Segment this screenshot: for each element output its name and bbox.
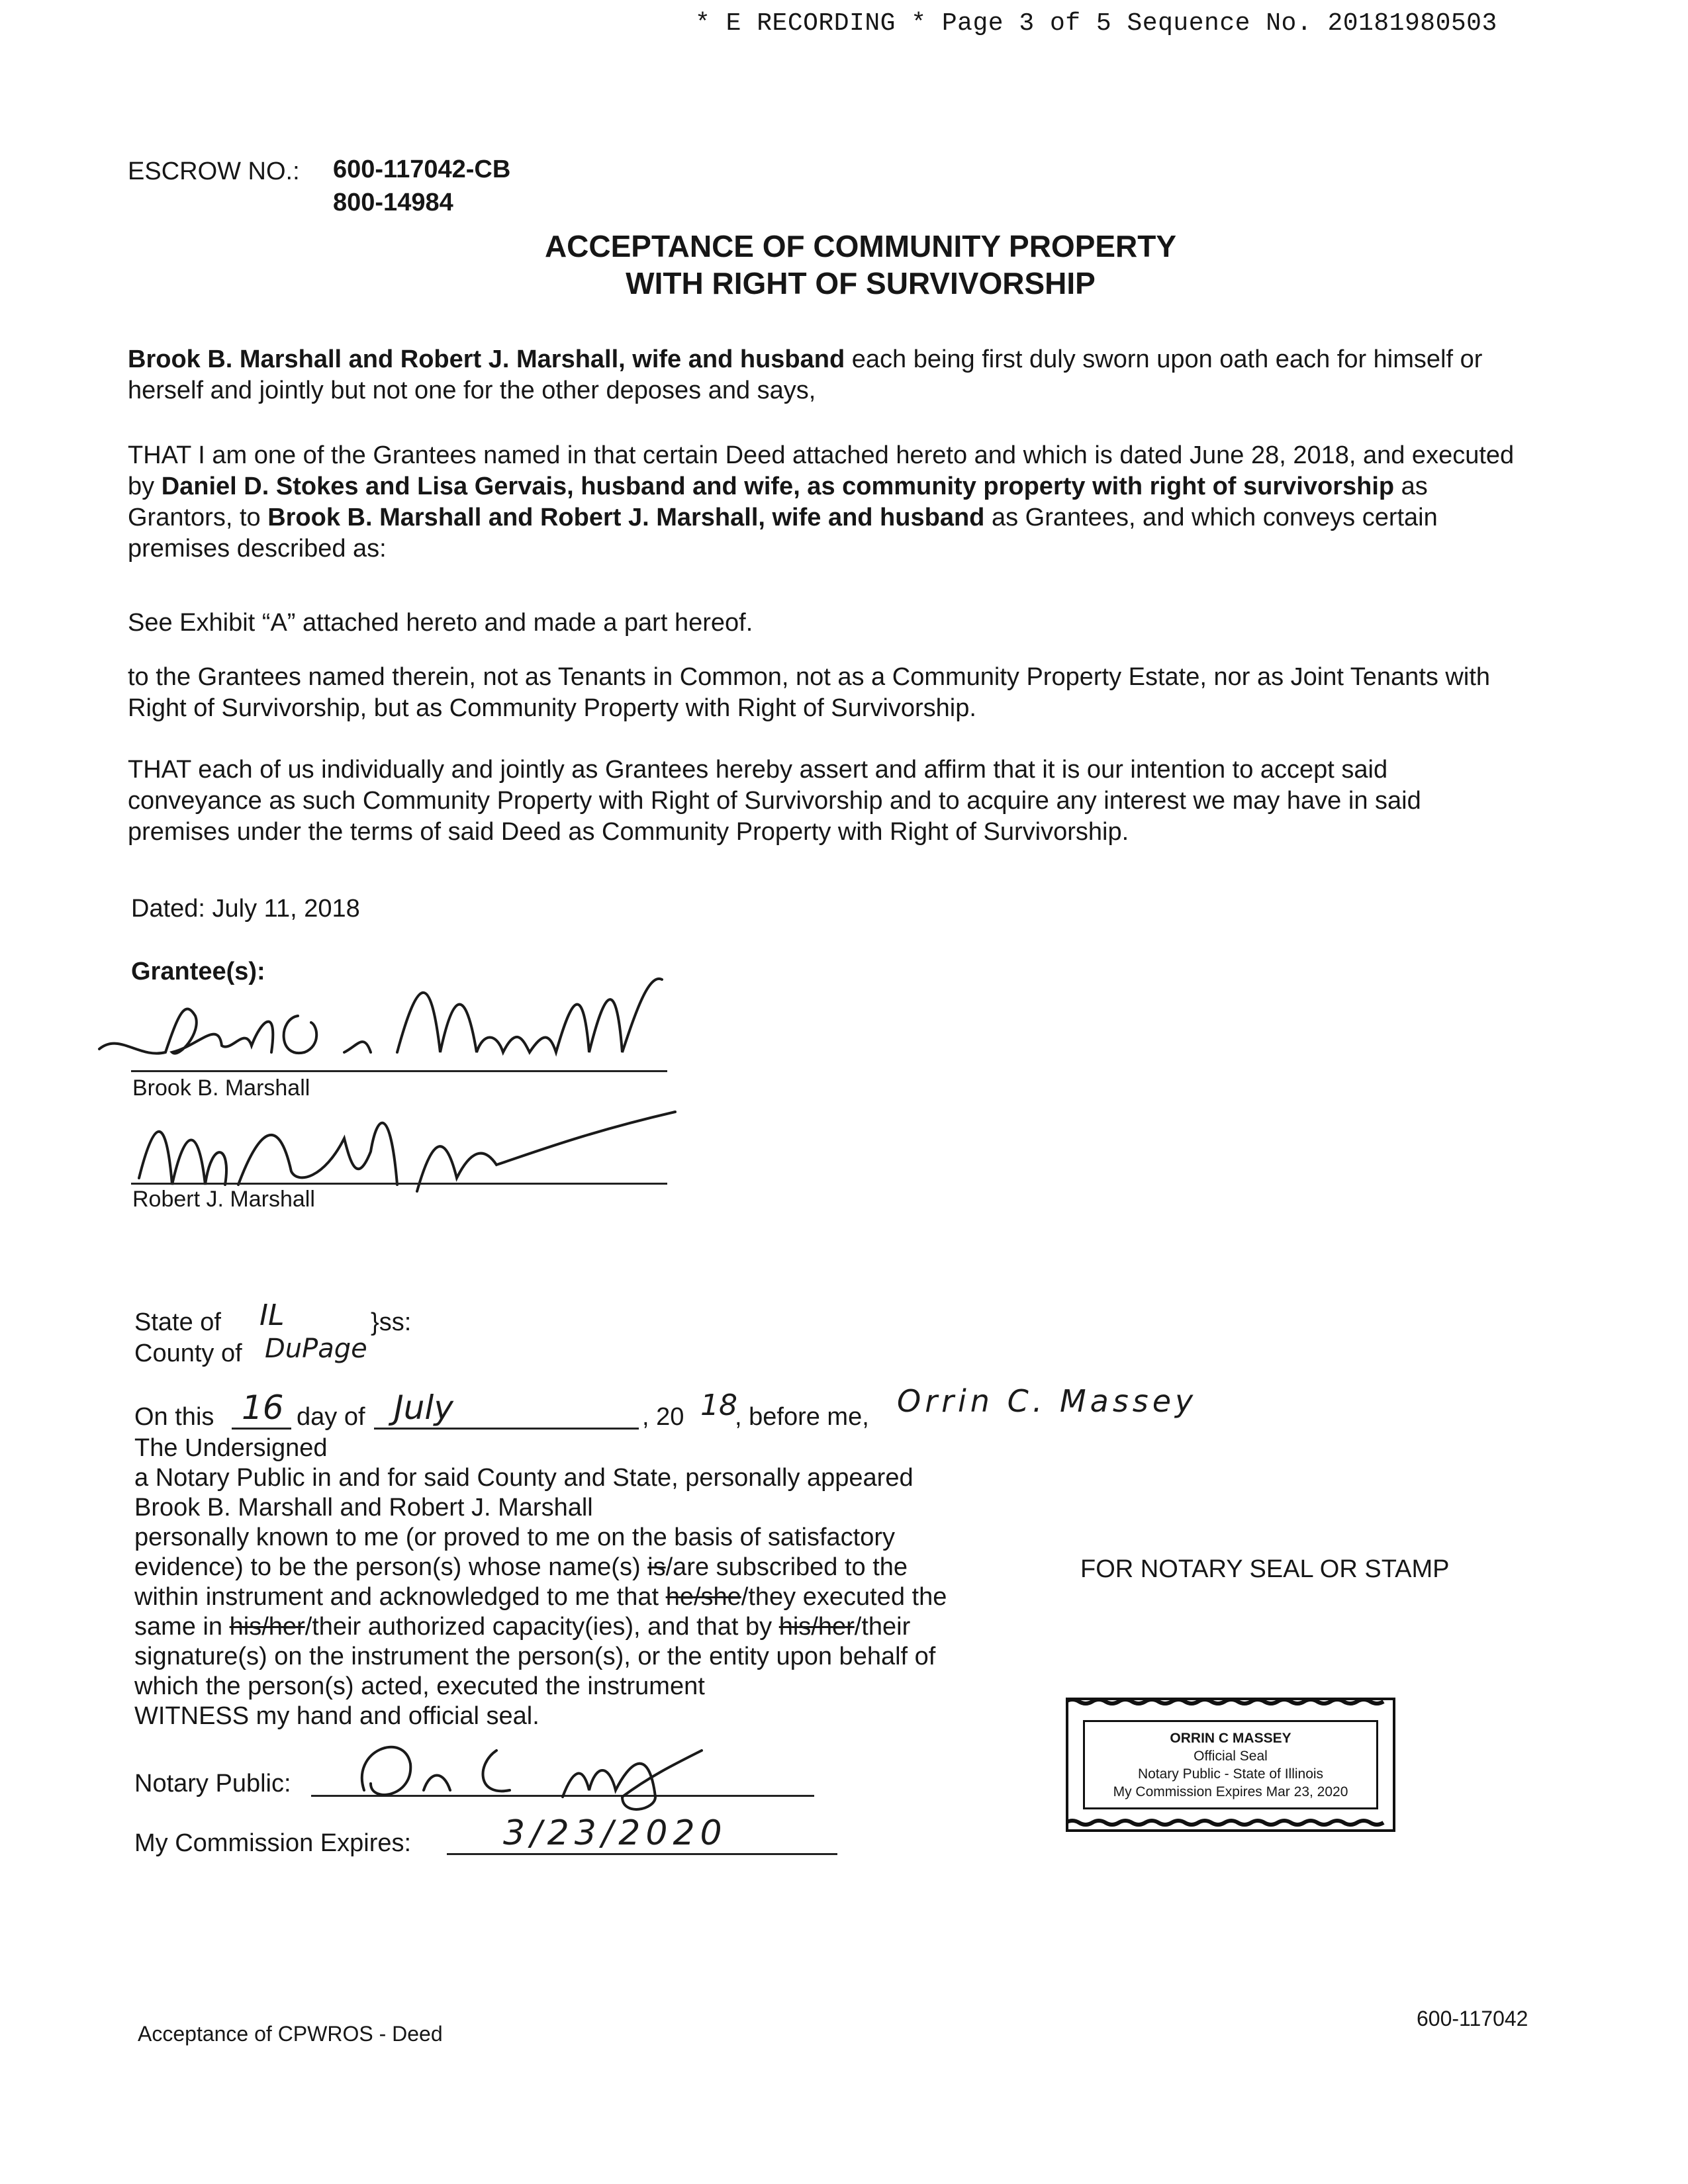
grantee-name-1: Brook B. Marshall xyxy=(132,1075,310,1101)
ack-line-4 xyxy=(134,1612,910,1643)
ack-line-5: signature(s) on the instrument the person(s), or the entity upon behalf of xyxy=(134,1643,936,1670)
state-value: IL xyxy=(259,1298,285,1332)
grantee-names-bold: Brook B. Marshall and Robert J. Marshall, wife and husband xyxy=(128,345,845,373)
ack-3-a: within instrument and acknowledged to me that xyxy=(134,1583,666,1611)
day-underline xyxy=(232,1428,291,1430)
ack-2-a: evidence) to be the person(s) whose name(s) xyxy=(134,1553,648,1581)
ack-line-6: which the person(s) acted, executed the instrument xyxy=(134,1672,705,1700)
seal-line-2: Official Seal xyxy=(1194,1749,1268,1764)
ack-4-strike: his/her xyxy=(229,1613,305,1641)
witness-line: WITNESS my hand and official seal. xyxy=(134,1702,539,1730)
ack-line-3 xyxy=(134,1582,947,1613)
notary-seal-heading: FOR NOTARY SEAL OR STAMP xyxy=(1080,1555,1450,1583)
notary-signature-graphic xyxy=(344,1724,715,1817)
grantee-name-2: Robert J. Marshall xyxy=(132,1187,315,1212)
grantor-names-bold: Daniel D. Stokes and Lisa Gervais, husband and wife, as community property with right of survivorship xyxy=(161,473,1395,500)
before-me-label: , before me, xyxy=(735,1403,869,1431)
deed-text-1: THAT I am one of the Grantees named in that certain Deed attached hereto and which is dated June 28, 2018, and executed by xyxy=(128,441,1515,500)
grantee-signature-1 xyxy=(79,953,675,1085)
footer-left: Acceptance of CPWROS - Deed xyxy=(138,2022,443,2046)
recording-header: * E RECORDING * Page 3 of 5 Sequence No. 20181980503 xyxy=(695,9,1497,38)
paragraph-deposition xyxy=(128,344,1524,406)
officer-name: Orrin C. Massey xyxy=(897,1383,1197,1419)
seal-line-3: Notary Public - State of Illinois xyxy=(1137,1766,1324,1782)
seal-line-4: My Commission Expires Mar 23, 2020 xyxy=(1113,1784,1348,1799)
on-this-label: On this xyxy=(134,1403,214,1431)
appeared-names: Brook B. Marshall and Robert J. Marshall xyxy=(134,1494,593,1522)
seal-line-1: ORRIN C MASSEY xyxy=(1170,1731,1291,1746)
ack-3-strike: he/she xyxy=(665,1583,741,1611)
signature-1-graphic xyxy=(79,953,675,1085)
dated-line: Dated: July 11, 2018 xyxy=(131,895,360,923)
ack-3-b: /they executed the xyxy=(741,1583,947,1611)
deed-text-3: as Grantees, and which conveys certain premises described as: xyxy=(128,504,1438,563)
commission-label: My Commission Expires: xyxy=(134,1829,412,1857)
ack-line-2 xyxy=(134,1552,908,1583)
grantees-label: Grantee(s): xyxy=(131,958,265,985)
deed-text-2: as Grantors, to xyxy=(128,473,1428,531)
escrow-label: ESCROW NO.: xyxy=(128,158,300,185)
notary-seal-stamp xyxy=(1066,1698,1395,1832)
title-line-2: WITH RIGHT OF SURVIVORSHIP xyxy=(626,266,1096,300)
day-value: 16 xyxy=(242,1388,284,1427)
ack-4-b: /their authorized capacity(ies), and that by xyxy=(305,1613,779,1641)
commission-line xyxy=(447,1853,837,1855)
undersigned-line: The Undersigned xyxy=(134,1434,328,1462)
ack-4-strike-2: his/her xyxy=(778,1613,855,1641)
ack-line-1: personally known to me (or proved to me on the basis of satisfactory xyxy=(134,1524,895,1551)
ss-marker: }ss: xyxy=(371,1308,412,1336)
signature-line-2 xyxy=(131,1183,667,1185)
escrow-number-secondary: 800-14984 xyxy=(333,189,453,216)
notary-signature xyxy=(344,1724,715,1817)
year-prefix: , 20 xyxy=(642,1403,684,1431)
ack-2-b: /are subscribed to the xyxy=(665,1553,908,1581)
escrow-number-primary: 600-117042-CB xyxy=(333,156,511,183)
signature-line-1 xyxy=(131,1070,667,1072)
title-line-1: ACCEPTANCE OF COMMUNITY PROPERTY xyxy=(544,229,1177,263)
notary-public-label: Notary Public: xyxy=(134,1770,291,1797)
month-value: July xyxy=(394,1388,453,1427)
month-underline xyxy=(374,1428,639,1430)
paragraph-exhibit: See Exhibit “A” attached hereto and made a part hereof. xyxy=(128,609,753,637)
commission-value: 3/23/2020 xyxy=(503,1813,727,1853)
deposition-text: each being first duly sworn upon oath each for himself or herself and jointly but not one for the other deposes and says, xyxy=(128,345,1483,404)
appeared-line: a Notary Public in and for said County and State, personally appeared xyxy=(134,1464,914,1492)
state-label: State of xyxy=(134,1308,221,1336)
ack-2-strike: is xyxy=(647,1553,666,1581)
county-label: County of xyxy=(134,1340,242,1367)
ack-4-c: /their xyxy=(854,1613,911,1641)
document-title xyxy=(371,228,1350,302)
county-value: DuPage xyxy=(265,1334,367,1364)
day-of-label: day of xyxy=(297,1403,365,1431)
grantee-names-bold-2: Brook B. Marshall and Robert J. Marshall, wife and husband xyxy=(267,504,985,531)
ack-4-a: same in xyxy=(134,1613,230,1641)
paragraph-deed xyxy=(128,440,1524,565)
paragraph-tenancy: to the Grantees named therein, not as Tenants in Common, not as a Community Property Estate, nor as Joint Tenants with Right of Survivorship, but as Community Property with Right of Survivorship. xyxy=(128,663,1491,722)
paragraph-affirmation: THAT each of us individually and jointly as Grantees hereby assert and affirm that it is our intention to accept said conveyance as such Community Property with Right of Survivorship and to acquire any interest we may have in said premises under the terms of said Deed as Community Property with Right of Survivorship. xyxy=(128,756,1421,846)
footer-right: 600-117042 xyxy=(1417,2007,1528,2030)
year-value: 18 xyxy=(700,1388,737,1422)
